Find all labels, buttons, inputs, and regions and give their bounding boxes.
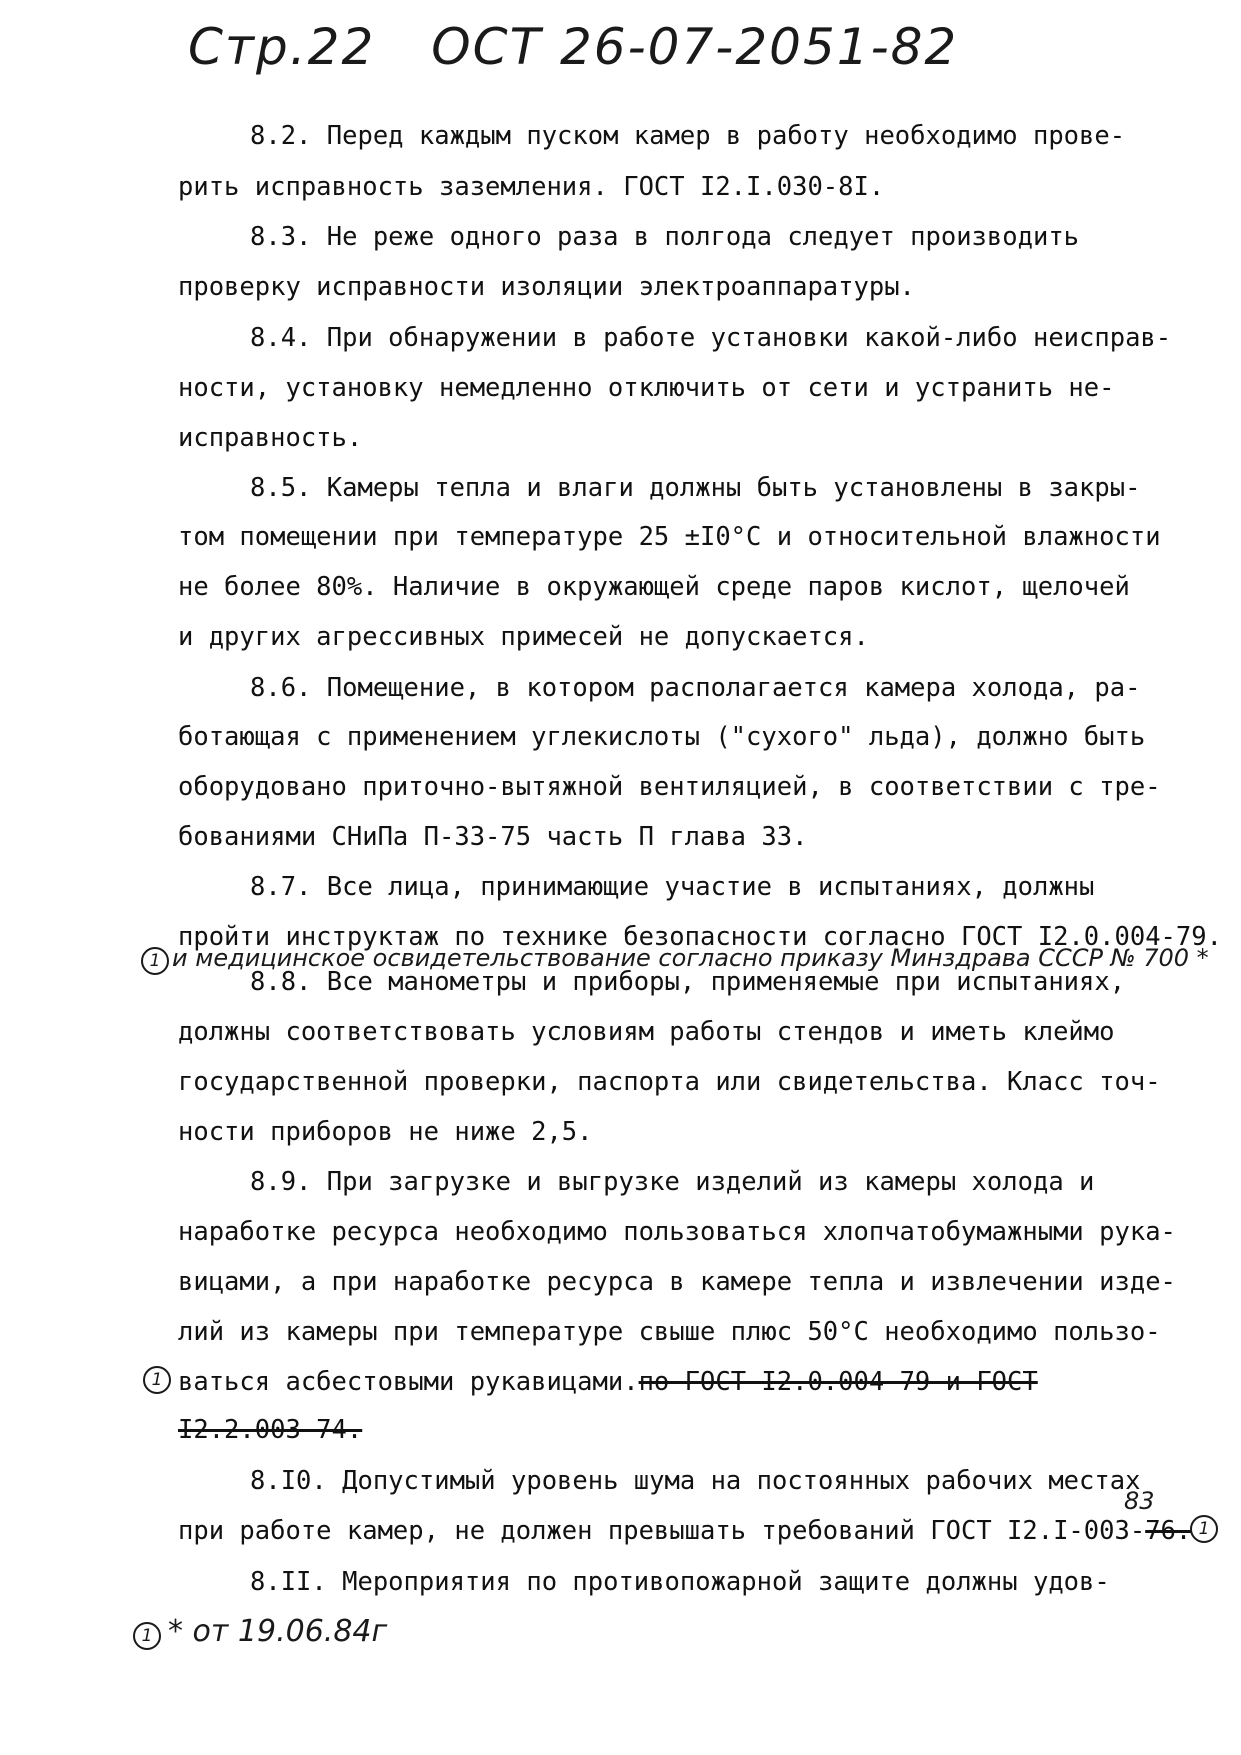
text-line: ности приборов не ниже 2,5.: [178, 1117, 593, 1147]
text-line: ботающая с применением углекислоты ("сухого" льда), должно быть: [178, 722, 1146, 752]
struck-text: I2.2.003-74.: [178, 1415, 363, 1445]
text-line: не более 80%. Наличие в окружающей среде паров кислот, щелочей: [178, 572, 1130, 602]
text-line: пройти инструктаж по технике безопасности согласно ГОСТ I2.0.004-79.: [178, 922, 1222, 952]
handwritten-footnote: * от 19.06.84г: [168, 1614, 388, 1649]
text-line: 8.4. При обнаружении в работе установки какой-либо неисправ-: [250, 323, 1172, 353]
text-line: бованиями СНиПа П-33-75 часть П глава 33.: [178, 822, 808, 852]
text-line: 8.I0. Допустимый уровень шума на постоянных рабочих местах: [250, 1466, 1141, 1496]
text-line: ности, установку немедленно отключить от сети и устранить не-: [178, 373, 1115, 403]
text-line: рить исправность заземления. ГОСТ I2.I.030-8I.: [178, 172, 885, 202]
struck-text: по ГОСТ I2.0.004-79 и ГОСТ: [638, 1367, 1038, 1397]
text-line: исправность.: [178, 423, 363, 453]
text-line: 8.5. Камеры тепла и влаги должны быть установлены в закры-: [250, 473, 1141, 503]
revision-circle-mark: 1: [143, 1366, 171, 1394]
text-line: 8.2. Перед каждым пуском камер в работу необходимо прове-: [250, 121, 1126, 151]
text-line: 8.8. Все манометры и приборы, применяемые при испытаниях,: [250, 967, 1126, 997]
text-line: проверку исправности изоляции электроаппаратуры.: [178, 272, 915, 302]
text-line: [178, 1367, 1038, 1397]
text-line: 8.7. Все лица, принимающие участие в испытаниях, должны: [250, 872, 1095, 902]
document-code: ОСТ 26-07-2051-82: [431, 18, 959, 76]
text-line: 8.6. Помещение, в котором располагается камера холода, ра-: [250, 673, 1141, 703]
revision-circle-mark: 1: [1190, 1515, 1218, 1543]
text-line: государственной проверки, паспорта или свидетельства. Класс точ-: [178, 1067, 1161, 1097]
text-segment: ваться асбестовыми рукавицами.: [178, 1367, 639, 1397]
text-line: наработке ресурса необходимо пользоваться хлопчатобумажными рука-: [178, 1217, 1176, 1247]
page-header: [188, 18, 958, 76]
handwritten-replacement: 83: [1124, 1487, 1155, 1515]
text-line: и других агрессивных примесей не допускается.: [178, 622, 869, 652]
text-line: должны соответствовать условиям работы стендов и иметь клеймо: [178, 1017, 1115, 1047]
revision-circle-mark: 1: [141, 947, 169, 975]
revision-circle-mark: 1: [133, 1622, 161, 1650]
struck-text: 76.: [1145, 1516, 1192, 1546]
text-line: вицами, а при наработке ресурса в камере тепла и извлечении изде-: [178, 1267, 1176, 1297]
text-line: лий из камеры при температуре свыше плюс 50°С необходимо пользо-: [178, 1317, 1161, 1347]
text-segment: при работе камер, не должен превышать требований ГОСТ I2.I-003-: [178, 1516, 1146, 1546]
handwritten-insert: и медицинское освидетельствование согласно приказу Минздрава СССР № 700 *: [172, 944, 1209, 972]
text-line: 8.II. Мероприятия по противопожарной защите должны удов-: [250, 1567, 1110, 1597]
text-line: 8.3. Не реже одного раза в полгода следует производить: [250, 222, 1080, 252]
text-line: оборудовано приточно-вытяжной вентиляцией, в соответствии с тре-: [178, 772, 1161, 802]
text-line: [178, 1516, 1191, 1546]
text-line: том помещении при температуре 25 ±I0°С и относительной влажности: [178, 522, 1161, 552]
page-number: Стр.22: [188, 18, 376, 76]
text-line: 8.9. При загрузке и выгрузке изделий из камеры холода и: [250, 1167, 1095, 1197]
